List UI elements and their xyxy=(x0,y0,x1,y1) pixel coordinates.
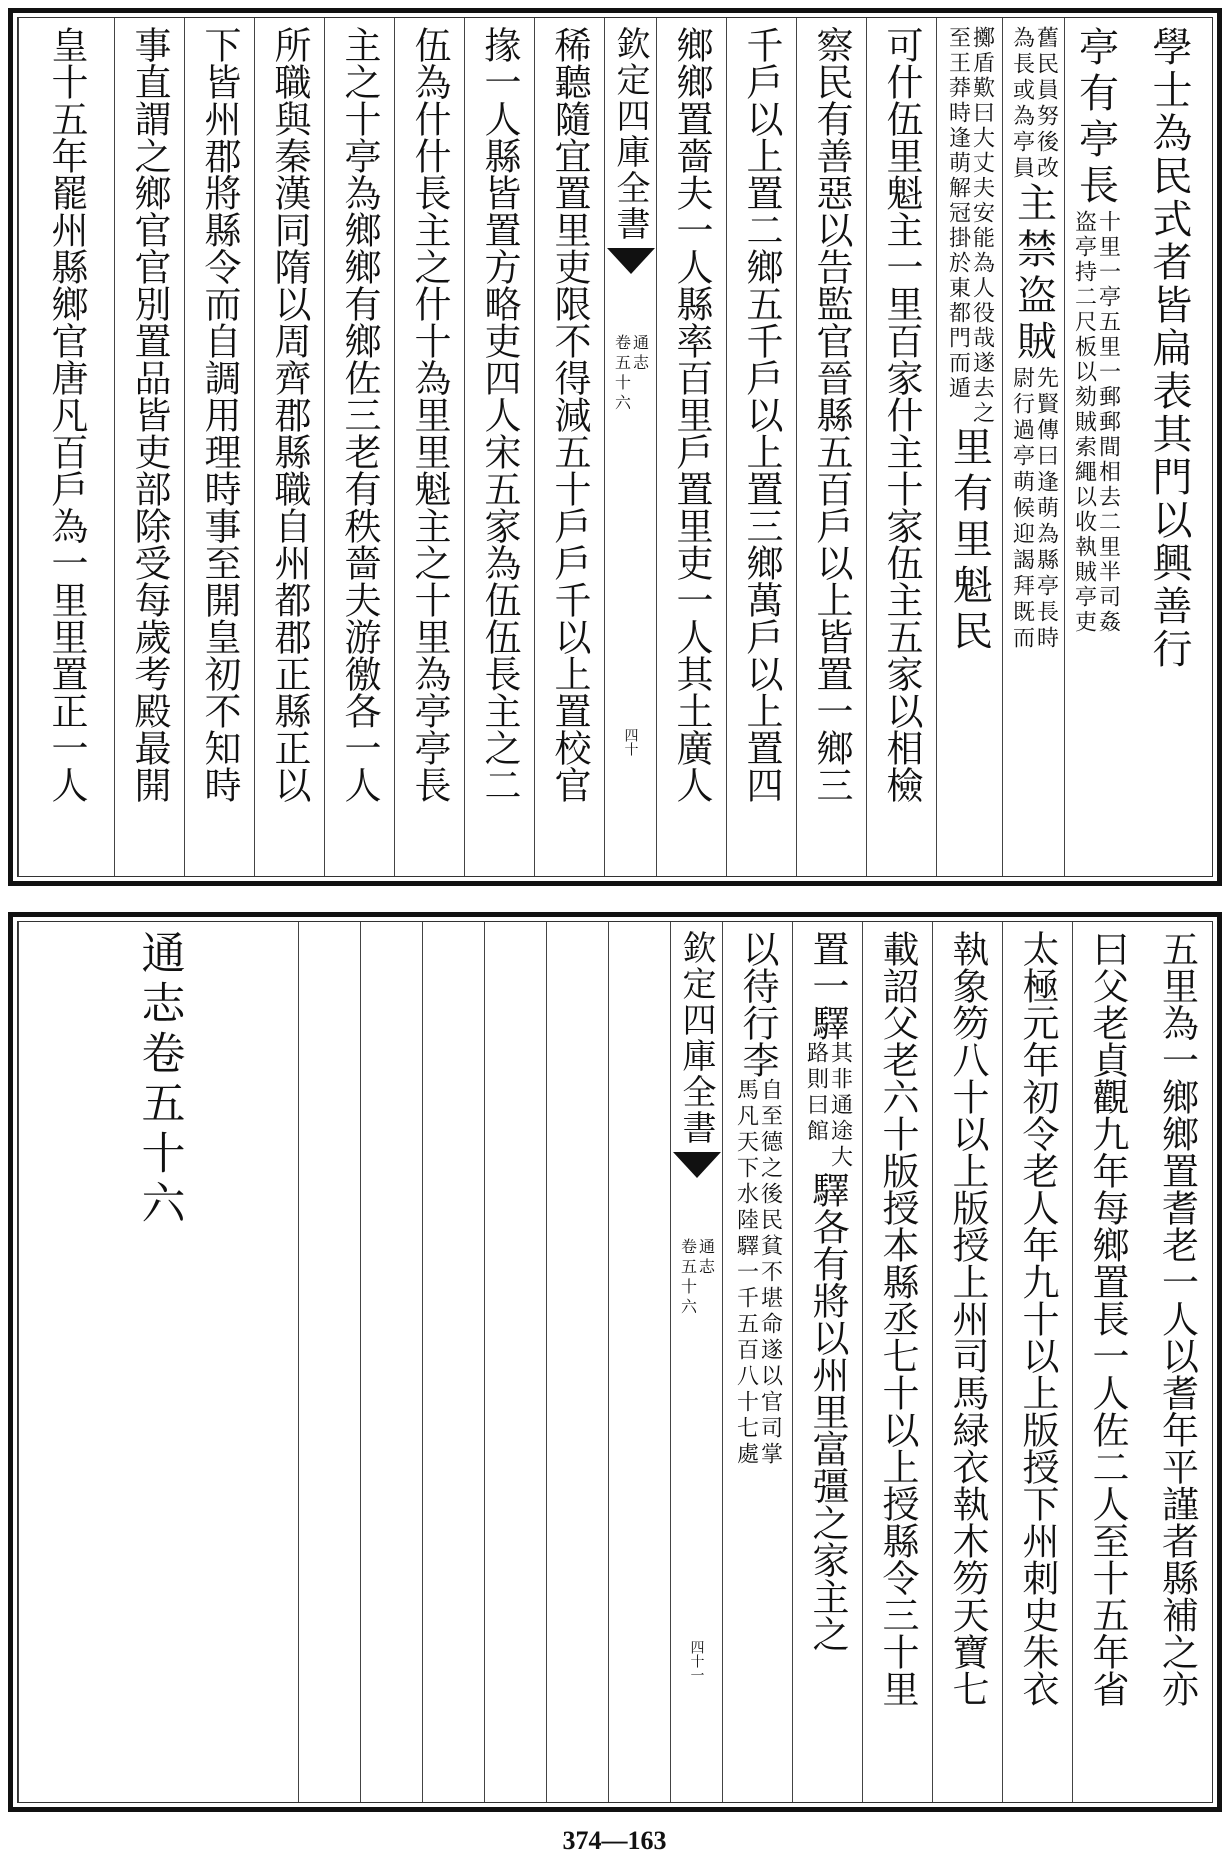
bottom-col-5 xyxy=(862,922,932,1802)
note-left: 盗亭持二尺板以劾賊索繩以收執賊亭吏 xyxy=(1071,210,1097,635)
blank-column xyxy=(360,922,422,1802)
col-text: 曰父老貞觀九年每鄉置長一人佐二人至十五年省 xyxy=(1086,930,1129,1707)
note-right: 十里一亭五里一郵郵間相去二里半司姦 xyxy=(1095,210,1121,635)
note-left: 尉行過亭萌候迎謁拜既而 xyxy=(1009,366,1035,652)
gutter-vol-right: 通志 xyxy=(630,334,650,374)
gutter-page-number: 四十 xyxy=(622,728,639,756)
note-left: 為長或為亭員 xyxy=(1009,26,1035,182)
blank-column xyxy=(608,922,670,1802)
note-right: 擲盾歎曰大丈夫安能為人役哉遂去之 xyxy=(969,26,995,426)
col-text: 事直謂之鄉官官別置品皆吏部除受每歲考殿最開 xyxy=(128,26,171,803)
top-col-8 xyxy=(656,18,726,876)
gutter-page-number: 四十一 xyxy=(688,1640,705,1682)
col-head: 置一驛 xyxy=(806,930,849,1041)
fishtail-mark xyxy=(607,248,655,274)
top-col-2 xyxy=(1064,18,1126,876)
col-text: 五里為一鄉鄉置耆老一人以耆年平謹者縣補之亦 xyxy=(1155,930,1199,1707)
col-tail: 里有里魁民 xyxy=(946,426,993,656)
bottom-col-4 xyxy=(932,922,1002,1802)
top-col-9 xyxy=(534,18,604,876)
note-left: 馬凡天下水陸驛一千五百八十七處 xyxy=(733,1078,759,1468)
bottom-page-columns xyxy=(17,921,1213,1803)
bottom-col-1 xyxy=(1142,922,1212,1802)
top-col-13 xyxy=(254,18,324,876)
note-right: 自至德之後民貧不堪命遂以官司掌 xyxy=(757,1078,783,1468)
top-col-16 xyxy=(18,18,114,876)
col-text: 太極元年初令老人年九十以上版授下州刺史朱衣 xyxy=(1016,930,1059,1707)
gutter-title: 欽定四庫全書 xyxy=(676,930,716,1146)
top-col-10 xyxy=(464,18,534,876)
bottom-page xyxy=(8,912,1222,1812)
top-col-7 xyxy=(726,18,796,876)
gutter-vol-left: 卷五十六 xyxy=(612,334,632,414)
col-text: 察民有善惡以告監官晉縣五百戶以上皆置一鄉三 xyxy=(810,26,853,803)
col-text: 掾一人縣皆置方略吏四人宋五家為伍伍長主之二 xyxy=(478,26,521,803)
bottom-col-2 xyxy=(1072,922,1142,1802)
col-text: 執象笏八十以上版授上州司馬緑衣執木笏天寶七 xyxy=(946,930,989,1707)
top-col-11 xyxy=(394,18,464,876)
bottom-col-6 xyxy=(792,922,862,1802)
note-left: 至王莽時逢萌解冠掛於東都門而遁 xyxy=(945,26,971,401)
col-text: 皇十五年罷州縣鄉官唐凡百戶為一里里置正一人 xyxy=(45,26,88,803)
col-text: 所職與秦漢同隋以周齊郡縣職自州都郡正縣正以 xyxy=(268,26,311,803)
bottom-col-3 xyxy=(1002,922,1072,1802)
col-text: 鄉鄉置嗇夫一人縣率百里戶置里吏一人其土廣人 xyxy=(670,26,713,803)
blank-column xyxy=(422,922,484,1802)
top-col-1 xyxy=(1126,18,1212,876)
gutter-vol-left: 卷五十六 xyxy=(678,1238,698,1318)
top-col-15 xyxy=(114,18,184,876)
bottom-gutter xyxy=(670,922,722,1802)
col-text: 主之十亭為鄉鄉有鄉佐三老有秩嗇夫游徼各一人 xyxy=(338,26,381,803)
note-right: 先賢傳曰逢萌為縣亭長時 xyxy=(1033,366,1059,652)
col-tail: 驛各有將以州里富彊之家主之 xyxy=(806,1171,849,1652)
col-head: 亭有亭長 xyxy=(1072,26,1119,210)
top-col-14 xyxy=(184,18,254,876)
blank-column xyxy=(298,922,360,1802)
blank-column xyxy=(484,922,546,1802)
top-col-6 xyxy=(796,18,866,876)
top-col-12 xyxy=(324,18,394,876)
col-text: 伍為什什長主之什十為里里魁主之十里為亭亭長 xyxy=(408,26,451,803)
top-page xyxy=(8,8,1222,886)
gutter-vol-right: 通志 xyxy=(696,1238,716,1278)
note-pair xyxy=(1073,210,1119,635)
top-gutter xyxy=(604,18,656,876)
blank-column xyxy=(546,922,608,1802)
top-col-4 xyxy=(936,18,1002,876)
fishtail-mark xyxy=(673,1152,721,1178)
bottom-col-7 xyxy=(722,922,792,1802)
note-left: 路則曰館 xyxy=(803,1041,829,1145)
top-col-5 xyxy=(866,18,936,876)
bottom-end-column xyxy=(18,922,298,1802)
juan-end-title: 通志卷五十六 xyxy=(133,930,185,1230)
gutter-title: 欽定四庫全書 xyxy=(610,26,650,242)
col-text: 千戶以上置二鄉五千戶以上置三鄉萬戶以上置四 xyxy=(740,26,783,803)
note-right: 舊民員努後改 xyxy=(1033,26,1059,182)
col-text: 可什伍里魁主一里百家什主十家伍主五家以相檢 xyxy=(880,26,923,803)
top-col-3 xyxy=(1002,18,1064,876)
col-text: 下皆州郡將縣令而自調用理時事至開皇初不知時 xyxy=(198,26,241,803)
col-mid: 主禁盗賊 xyxy=(1010,182,1057,366)
page-footer-number: 374—163 xyxy=(562,1826,667,1855)
col-text: 載詔父老六十版授本縣丞七十以上授縣令三十里 xyxy=(876,930,919,1707)
col-text: 學士為民式者皆扁表其門以興善行 xyxy=(1146,26,1192,671)
note-right: 其非通途大 xyxy=(827,1041,853,1171)
col-head: 以待行李 xyxy=(736,930,779,1078)
top-page-columns xyxy=(17,17,1213,877)
col-text: 稀聽隨宜置里吏限不得減五十戶戶千以上置校官 xyxy=(548,26,591,803)
